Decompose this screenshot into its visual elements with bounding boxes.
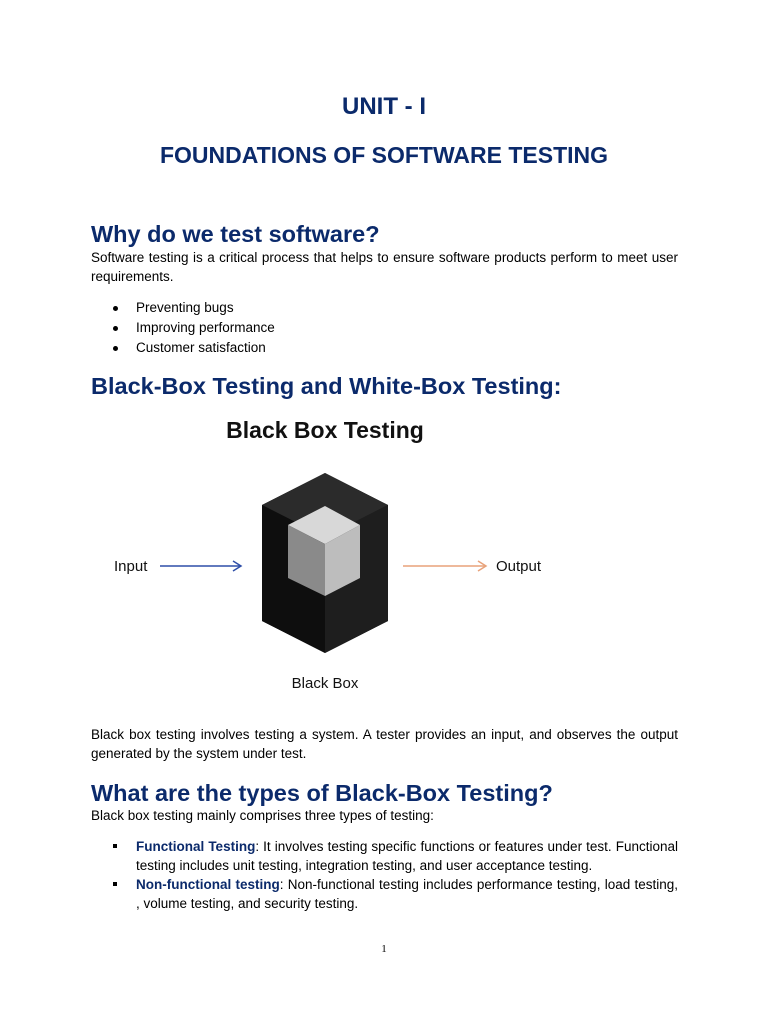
black-box-cube-icon xyxy=(262,473,388,653)
list-item: Improving performance xyxy=(91,318,275,338)
document-title: FOUNDATIONS OF SOFTWARE TESTING xyxy=(159,142,609,168)
section-heading-why-test: Why do we test software? xyxy=(91,221,380,247)
list-item: Customer satisfaction xyxy=(91,338,275,358)
black-box-paragraph: Black box testing involves testing a system. A tester provides an input, and observes the output generated by the system under test. xyxy=(91,727,678,761)
functional-testing-term: Functional Testing xyxy=(136,839,256,854)
black-box-testing-figure xyxy=(100,408,560,698)
bullet-dot-icon xyxy=(113,326,118,331)
section-heading-types: What are the types of Black-Box Testing? xyxy=(91,780,553,806)
section-heading-black-white-box: Black-Box Testing and White-Box Testing: xyxy=(91,373,562,399)
bullet-dot-icon xyxy=(113,306,118,311)
unit-title: UNIT - I xyxy=(342,93,426,120)
list-item: Non-functional testing: Non-functional testing includes performance testing, load testing, , volume testing, and security testing. xyxy=(91,875,678,913)
input-arrow-icon xyxy=(160,561,241,571)
list-item: Preventing bugs xyxy=(91,298,275,318)
bullet-square-icon xyxy=(113,882,117,886)
non-functional-testing-term: Non-functional testing xyxy=(136,877,280,892)
bullet-dot-icon xyxy=(113,346,118,351)
why-test-paragraph: Software testing is a critical process that helps to ensure software products perform to meet user requirements. xyxy=(91,250,678,284)
bullet-square-icon xyxy=(113,844,117,848)
input-label: Input xyxy=(114,558,148,575)
page-number: 1 xyxy=(381,943,387,955)
output-label: Output xyxy=(496,558,542,575)
list-item: Functional Testing: It involves testing specific functions or features under test. Functional testing includes unit testing, integration testing, and user acceptance testing. xyxy=(91,837,678,875)
figure-title: Black Box Testing xyxy=(226,417,424,443)
types-list xyxy=(91,837,678,913)
types-intro: Black box testing mainly comprises three types of testing: xyxy=(91,808,434,823)
reasons-list xyxy=(91,298,275,358)
black-box-label: Black Box xyxy=(291,675,359,692)
output-arrow-icon xyxy=(403,561,486,571)
